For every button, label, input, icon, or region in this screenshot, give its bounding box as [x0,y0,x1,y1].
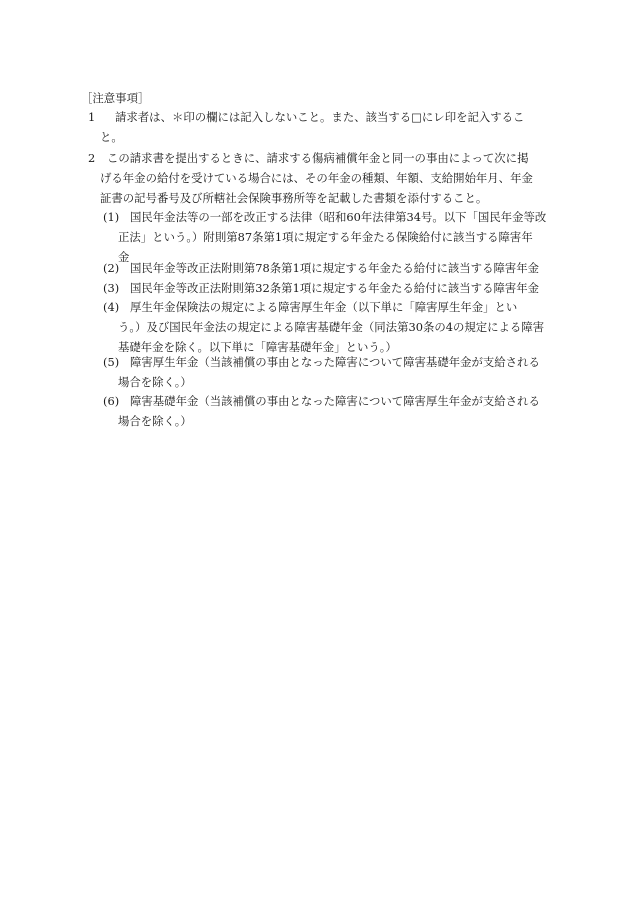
note-item-number: 1 [88,110,96,124]
note-subitem-number: (5) [103,355,120,369]
note-subitem-text-line: 金 [118,250,130,264]
note-subitem-text-line: う。）及び国民年金法の規定による障害基礎年金（同法第30条の4の規定による障害 [118,320,545,334]
note-subitem-number: (2) [103,261,120,275]
note-subitem-text-line: 障害基礎年金（当該補償の事由となった障害について障害厚生年金が支給される [130,394,540,408]
note-subitem-text-line: 基礎年金を除く。以下単に「障害基礎年金」という。） [118,340,397,354]
note-subitem-text-line: 障害厚生年金（当該補償の事由となった障害について障害基礎年金が支給される [130,355,540,369]
note-subitem-text-line: 国民年金等改正法附則第78条第1項に規定する年金たる給付に該当する障害年金 [130,261,540,275]
note-item-text-line: げる年金の給付を受けている場合には、その年金の種類、年額、支給開始年月、年金 [100,171,533,185]
notes-heading: ［注意事項］ [81,91,150,105]
note-item-text-line: と。 [100,130,123,144]
note-subitem-number: (1) [103,210,120,224]
note-subitem-text-line: 場合を除く。） [118,375,192,389]
note-subitem-number: (4) [103,300,120,314]
note-item-text-line: この請求書を提出するときに、請求する傷病補償年金と同一の事由によって次に掲 [107,151,529,165]
note-item-number: 2 [88,151,96,165]
note-item-text-line: 請求者は、＊印の欄には記入しないこと。また、該当する□にレ印を記入するこ [115,110,525,124]
note-subitem-text-line: 厚生年金保険法の規定による障害厚生年金（以下単に「障害厚生年金」とい [130,300,518,314]
note-subitem-text-line: 国民年金法等の一部を改正する法律（昭和60年法律第34号。以下「国民年金等改 [130,210,547,224]
note-item-text-line: 証書の記号番号及び所轄社会保険事務所等を記載した書類を添付すること。 [100,191,488,205]
note-subitem-text-line: 国民年金等改正法附則第32条第1項に規定する年金たる給付に該当する障害年金 [130,281,540,295]
note-subitem-number: (3) [103,281,120,295]
note-subitem-text-line: 正法」という。）附則第87条第1項に規定する年金たる保険給付に該当する障害年 [118,230,533,244]
note-subitem-number: (6) [103,394,120,408]
note-subitem-text-line: 場合を除く。） [118,414,192,428]
